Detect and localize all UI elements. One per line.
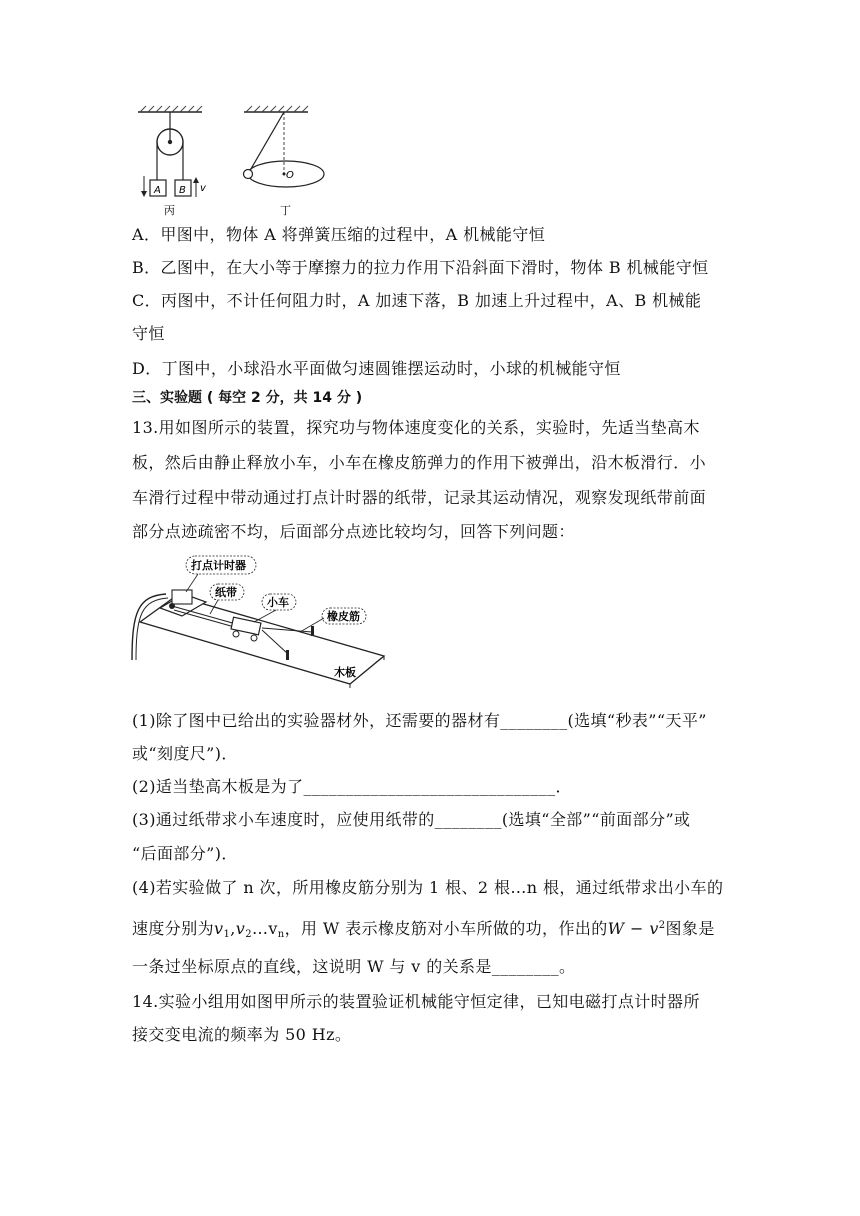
- center-o-label: O: [286, 170, 294, 181]
- q13-part4-text-post: 图象是: [665, 919, 715, 938]
- option-c-line2: 守恒: [132, 324, 165, 343]
- q13-stem-line1: 13.用如图所示的装置，探究功与物体速度变化的关系，实验时，先适当垫高木: [132, 418, 700, 437]
- q13-stem-line2: 板，然后由静止释放小车，小车在橡皮筋弹力的作用下被弹出，沿木板滑行．小: [132, 453, 707, 472]
- minus-sign: −: [624, 919, 650, 938]
- comma: ,: [230, 919, 236, 938]
- option-a: A．甲图中，物体 A 将弹簧压缩的过程中，A 机械能守恒: [132, 225, 546, 244]
- q13-part4-text-pre: 速度分别为: [132, 919, 215, 938]
- var-v1: v: [214, 919, 224, 938]
- var-w: W: [607, 919, 625, 938]
- q13-part3-line2: “后面部分”)．: [132, 844, 238, 863]
- q13-part4-text-mid: ，用 W 表示橡皮筋对小车所做的功，作出的: [284, 919, 608, 938]
- sup-2: 2: [658, 920, 666, 931]
- q13-part1-line2: 或“刻度尺”)．: [132, 744, 238, 763]
- rubber-label: 橡皮筋: [327, 610, 360, 623]
- figure-bing-pulley: [130, 104, 220, 220]
- var-vn: …v: [251, 919, 278, 938]
- q14-stem-line2: 接交变电流的频率为 50 Hz。: [132, 1025, 352, 1044]
- figure-apparatus: [128, 552, 392, 688]
- var-v2: v: [235, 919, 246, 938]
- q13-stem-line4: 部分点迹疏密不均，后面部分点迹比较均匀，回答下列问题：: [132, 522, 575, 541]
- figure-ding-caption: 丁: [280, 204, 291, 217]
- mass-a-label: A: [154, 185, 161, 196]
- q14-stem-line1: 14.实验小组用如图甲所示的装置验证机械能守恒定律，已知电磁打点计时器所: [132, 992, 700, 1011]
- figure-ding-pendulum: [238, 104, 338, 220]
- figure-bing-caption: 丙: [164, 204, 175, 217]
- q13-part1-line1: (1)除了图中已给出的实验器材外，还需要的器材有________(选填“秒表”“天平”: [132, 711, 707, 730]
- option-d: D．丁图中，小球沿水平面做匀速圆锥摆运动时，小球的机械能守恒: [132, 359, 621, 378]
- mass-b-label: B: [179, 185, 186, 196]
- section-heading-experiment: 三、实验题 ( 每空 2 分，共 14 分 ): [132, 390, 363, 406]
- tape-label: 纸带: [215, 586, 237, 599]
- option-b: B．乙图中，在大小等于摩擦力的拉力作用下沿斜面下滑时，物体 B 机械能守恒: [132, 258, 709, 277]
- timer-label: 打点计时器: [191, 559, 246, 572]
- q13-part4-line1: (4)若实验做了 n 次，所用橡皮筋分别为 1 根、2 根…n 根，通过纸带求出小车的: [132, 878, 724, 897]
- q13-part4-line2: [132, 915, 715, 946]
- sub-n: n: [277, 929, 285, 940]
- var-v: v: [649, 919, 659, 938]
- q13-part2: (2)适当垫高木板是为了______________________________．: [132, 777, 572, 796]
- q13-part3-line1: (3)通过纸带求小车速度时，应使用纸带的________(选填“全部”“前面部分”或: [132, 810, 691, 829]
- sub-2: 2: [245, 929, 252, 940]
- option-c-line1: C．丙图中，不计任何阻力时，A 加速下落，B 加速上升过程中，A、B 机械能: [132, 291, 702, 310]
- q13-stem-line3: 车滑行过程中带动通过打点计时器的纸带，记录其运动情况，观察发现纸带前面: [132, 488, 707, 507]
- velocity-label: v: [200, 183, 206, 194]
- sub-1: 1: [223, 929, 231, 940]
- cart-label: 小车: [267, 596, 289, 609]
- board-label: 木板: [334, 666, 356, 679]
- q13-part4-line3: 一条过坐标原点的直线，这说明 W 与 v 的关系是________。: [132, 957, 576, 976]
